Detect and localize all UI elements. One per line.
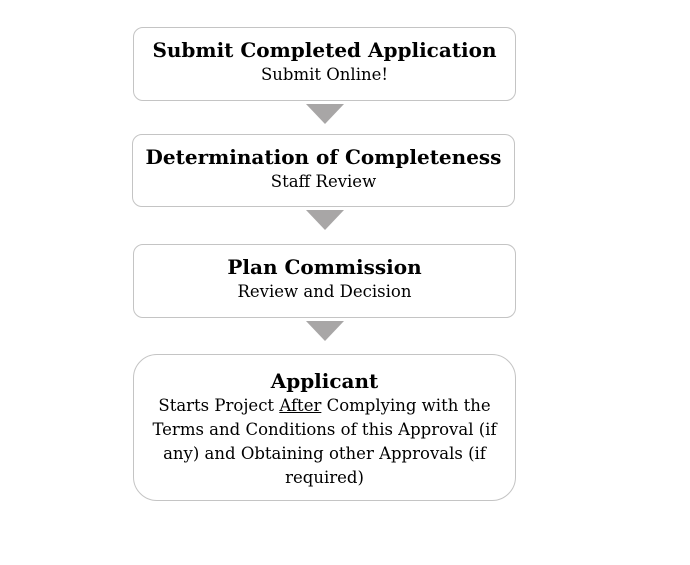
step-title: Determination of Completeness	[145, 145, 502, 169]
step-title: Submit Completed Application	[152, 38, 497, 62]
step-box-submit-application	[133, 27, 516, 101]
step-box-completeness	[132, 134, 515, 207]
step-box-plan-commission	[133, 244, 516, 318]
subtitle-part: Starts Project	[158, 396, 280, 415]
step-title: Plan Commission	[227, 255, 422, 279]
step-subtitle: Staff Review	[270, 172, 377, 191]
subtitle-emphasis: After	[279, 396, 322, 415]
down-arrow-icon	[306, 104, 344, 124]
subtitle-part: Complying with the Terms and Conditions of this Approval (if any) and Obtaining other Approvals (if required)	[152, 396, 497, 487]
down-arrow-icon	[306, 210, 344, 230]
step-subtitle: Submit Online!	[260, 65, 389, 84]
step-box-applicant	[133, 354, 516, 501]
step-title: Applicant	[270, 369, 379, 393]
down-arrow-icon	[306, 321, 344, 341]
step-subtitle: Review and Decision	[237, 282, 412, 301]
step-subtitle	[134, 394, 515, 490]
